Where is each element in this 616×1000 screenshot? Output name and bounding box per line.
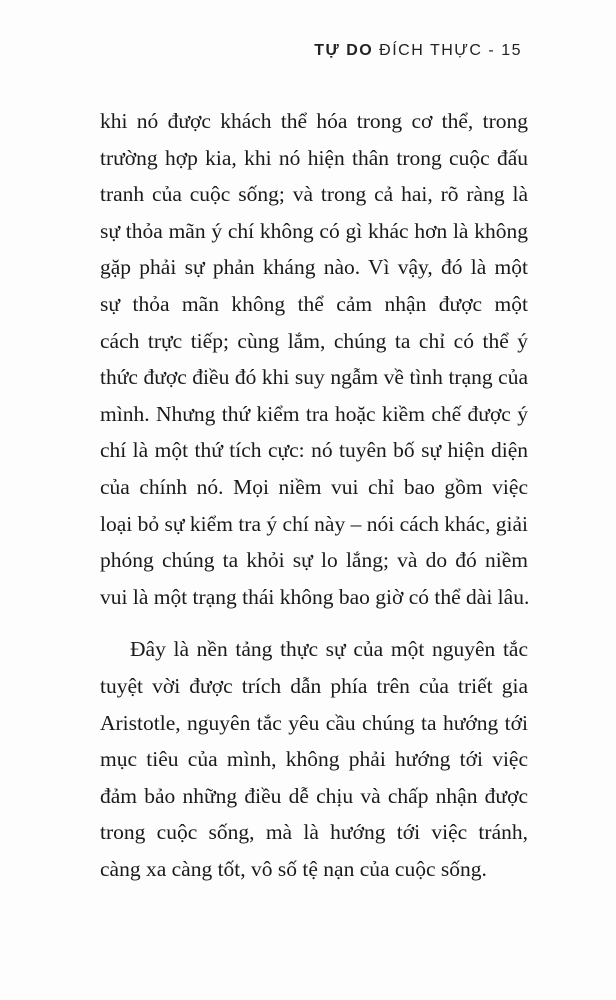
text-line: đảm bảo những điều dễ chịu và chấp nhận được — [100, 783, 528, 808]
text-line: phóng chúng ta khỏi sự lo lắng; và do đó niềm — [100, 548, 528, 573]
text-line: cách trực tiếp; cùng lắm, chúng ta chỉ có thể ý — [100, 328, 528, 353]
text-line: Đây là nền tảng thực sự của một nguyên tắc — [130, 637, 528, 662]
text-line: tuyệt vời được trích dẫn phía trên của triết gia — [100, 673, 528, 698]
text-line: sự thỏa mãn không thể cảm nhận được một — [100, 291, 528, 316]
text-line: Aristotle, nguyên tắc yêu cầu chúng ta hướng tới — [100, 710, 528, 735]
running-header — [314, 42, 522, 60]
book-title-page-number: ĐÍCH THỰC - 15 — [379, 42, 522, 59]
body-text — [100, 103, 528, 887]
text-line: mục tiêu của mình, không phải hướng tới việc — [100, 747, 528, 772]
text-line: trường hợp kia, khi nó hiện thân trong cuộc đấu — [100, 145, 528, 170]
text-line: chí là một thứ tích cực: nó tuyên bố sự hiện diện — [100, 438, 528, 463]
text-line: càng xa càng tốt, vô số tệ nạn của cuộc sống. — [100, 856, 487, 881]
text-line: trong cuộc sống, mà là hướng tới việc tránh, — [100, 820, 528, 845]
text-line: loại bỏ sự kiểm tra ý chí này – nói cách khác, giải — [100, 511, 528, 536]
paragraph-1 — [100, 103, 528, 615]
text-line: mình. Nhưng thứ kiểm tra hoặc kiềm chế được ý — [100, 401, 528, 426]
text-line: tranh của cuộc sống; và trong cả hai, rõ ràng là — [100, 182, 528, 207]
paragraph-spacer — [100, 615, 528, 631]
text-line: vui là một trạng thái không bao giờ có thể dài lâu. — [100, 584, 530, 609]
text-line: khi nó được khách thể hóa trong cơ thể, trong — [100, 109, 528, 133]
paragraph-2 — [100, 631, 528, 887]
book-title-bold: TỰ DO — [314, 42, 374, 59]
text-line: sự thỏa mãn ý chí không có gì khác hơn là không — [100, 218, 528, 243]
text-line: gặp phải sự phản kháng nào. Vì vậy, đó là một — [100, 255, 528, 280]
text-line: của chính nó. Mọi niềm vui chỉ bao gồm việc — [100, 474, 528, 499]
text-line: thức được điều đó khi suy ngẫm về tình trạng của — [100, 365, 528, 390]
